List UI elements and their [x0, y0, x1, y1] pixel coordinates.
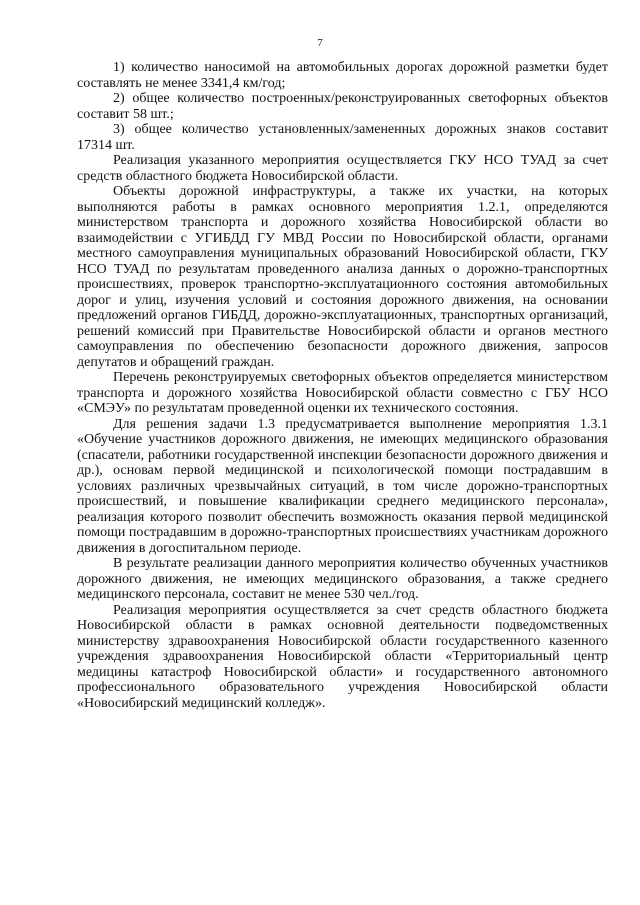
document-body [77, 60, 608, 711]
paragraph-traffic-light-list: Перечень реконструируемых светофорных объектов определяется министерством транспорта и дорожного хозяйства Новосибирской области совместно с ГБУ НСО «СМЭУ» по результатам проведенной оценки их технического состояния. [77, 370, 608, 416]
paragraph-infrastructure-objects: Объекты дорожной инфраструктуры, а также их участки, на которых выполняются работы в рамках основного мероприятия 1.2.1, определяются министерством транспорта и дорожного хозяйства Новосибирской области во взаимодействии с УГИБДД ГУ МВД России по Новосибирской области, органами местного самоуправления муниципальных образований Новосибирской области, ГКУ НСО ТУАД по результатам проведенного анализа данных о дорожно-транспортных происшествиях, проверок транспортно-эксплуатационного состояния автомобильных дорог и улиц, изучения условий и состояния дорожного движения, на основании предложений органов ГИБДД, дорожно-эксплуатационных, транспортных организаций, решений комиссий при Правительстве Новосибирской области и органов местного самоуправления по обеспечению безопасности дорожного движения, запросов депутатов и обращений граждан. [77, 184, 608, 370]
paragraph-road-signs: 3) общее количество установленных/замененных дорожных знаков составит 17314 шт. [77, 122, 608, 153]
paragraph-traffic-lights: 2) общее количество построенных/реконструированных светофорных объектов составит 58 шт.; [77, 91, 608, 122]
paragraph-task-1-3: Для решения задачи 1.3 предусматривается выполнение мероприятия 1.3.1 «Обучение участников дорожного движения, не имеющих медицинского образования (спасатели, работники государственной инспекции безопасности дорожного движения и др.), основам первой медицинской и психологической помощи пострадавшим в условиях различных чрезвычайных ситуаций, в том числе дорожно-транспортных происшествий, и повышение квалификации среднего медицинского персонала», реализация которого позволит обеспечить возможность оказания первой медицинской помощи пострадавшим в дорожно-транспортных происшествиях участникам дорожного движения в догоспитальном периоде. [77, 416, 608, 556]
paragraph-road-marking: 1) количество наносимой на автомобильных дорогах дорожной разметки будет составлять не менее 3341,4 км/год; [77, 60, 608, 91]
paragraph-health-funding: Реализация мероприятия осуществляется за счет средств областного бюджета Новосибирской области в рамках основной деятельности подведомственных министерству здравоохранения Новосибирской области государственного казенного учреждения здравоохранения Новосибирской области «Территориальный центр медицины катастроф Новосибирской области» и государственного автономного профессионального образовательного учреждения Новосибирской области «Новосибирский медицинский колледж». [77, 602, 608, 711]
page-number: 7 [317, 37, 323, 49]
paragraph-training-result: В результате реализации данного мероприятия количество обученных участников дорожного движения, не имеющих медицинского образования, а также среднего медицинского персонала, составит не менее 530 чел./год. [77, 556, 608, 602]
paragraph-funding-tuad: Реализация указанного мероприятия осуществляется ГКУ НСО ТУАД за счет средств областного бюджета Новосибирской области. [77, 153, 608, 184]
